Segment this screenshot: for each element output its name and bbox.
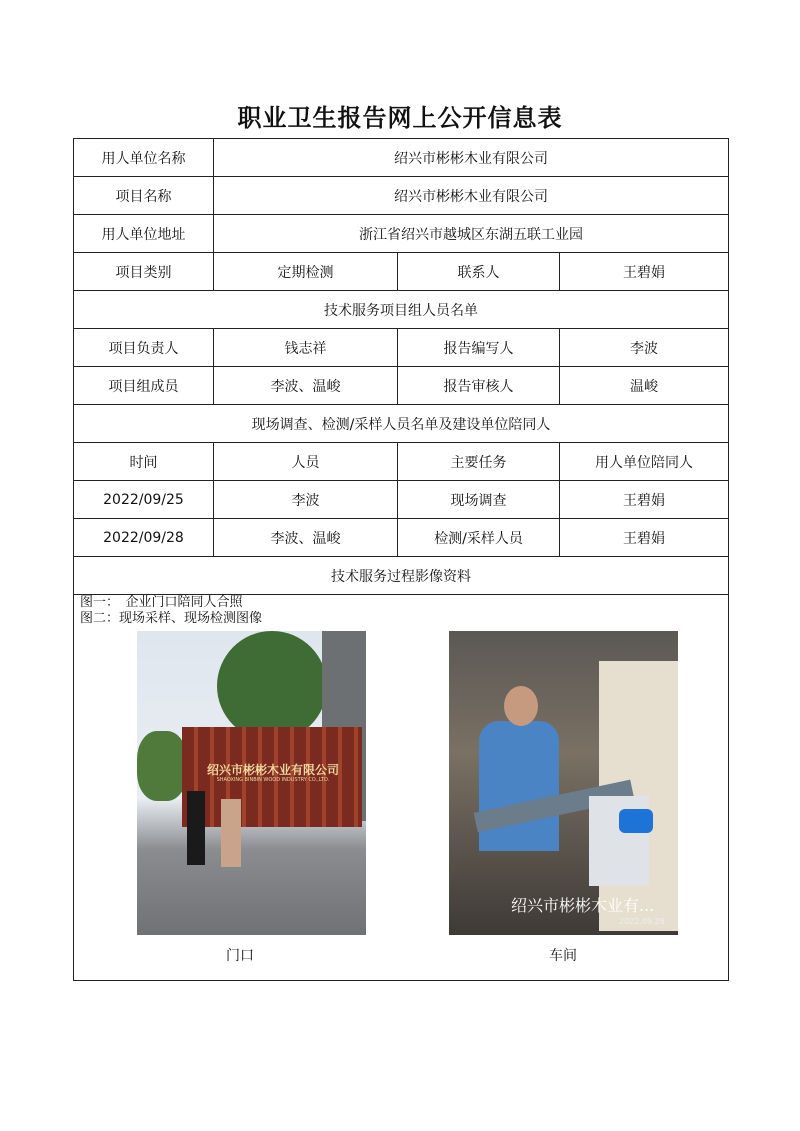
photo-label: 车间 — [549, 948, 577, 964]
value: 浙江省绍兴市越城区东湖五联工业园 — [214, 215, 729, 253]
cell: 现场调查 — [398, 481, 560, 519]
table-row — [74, 481, 729, 519]
table-header-row — [74, 443, 729, 481]
sign-text: 绍兴市彬彬木业有限公司 — [206, 763, 339, 777]
value: 李波 — [560, 329, 729, 367]
cell: 王碧娟 — [560, 481, 729, 519]
value: 李波、温峻 — [214, 367, 398, 405]
cell: 王碧娟 — [560, 519, 729, 557]
value: 钱志祥 — [214, 329, 398, 367]
media-cell — [74, 595, 729, 981]
photo-label: 门口 — [226, 948, 254, 964]
workshop-photo — [449, 631, 678, 935]
col-header: 主要任务 — [398, 443, 560, 481]
label: 项目类别 — [74, 253, 214, 291]
cell: 2022/09/28 — [74, 519, 214, 557]
label: 报告编写人 — [398, 329, 560, 367]
label: 报告审核人 — [398, 367, 560, 405]
col-header: 人员 — [214, 443, 398, 481]
value: 温峻 — [560, 367, 729, 405]
col-header: 时间 — [74, 443, 214, 481]
label: 项目负责人 — [74, 329, 214, 367]
watermark-text: 绍兴市彬彬木业有... — [511, 896, 655, 915]
caption: 图二：现场采样、现场检测图像 — [80, 611, 263, 626]
label: 项目组成员 — [74, 367, 214, 405]
value: 定期检测 — [214, 253, 398, 291]
page-title: 职业卫生报告网上公开信息表 — [237, 104, 563, 132]
cell: 李波 — [214, 481, 398, 519]
sign-text-en: SHAOXING BINBIN WOOD INDUSTRY CO.,LTD. — [216, 777, 330, 783]
section-header: 技术服务过程影像资料 — [74, 557, 729, 595]
label: 用人单位名称 — [74, 139, 214, 177]
cell: 李波、温峻 — [214, 519, 398, 557]
col-header: 用人单位陪同人 — [560, 443, 729, 481]
cell: 检测/采样人员 — [398, 519, 560, 557]
value: 绍兴市彬彬木业有限公司 — [214, 177, 729, 215]
gate-photo — [137, 631, 366, 935]
watermark-date: 2022.09.28 — [619, 917, 665, 926]
label: 联系人 — [398, 253, 560, 291]
section-header: 现场调查、检测/采样人员名单及建设单位陪同人 — [74, 405, 729, 443]
section-header: 技术服务项目组人员名单 — [74, 291, 729, 329]
info-table — [73, 138, 729, 981]
table-row — [74, 519, 729, 557]
cell: 2022/09/25 — [74, 481, 214, 519]
label: 项目名称 — [74, 177, 214, 215]
caption: 图一： 企业门口陪同人合照 — [80, 595, 243, 610]
label: 用人单位地址 — [74, 215, 214, 253]
value: 王碧娟 — [560, 253, 729, 291]
value: 绍兴市彬彬木业有限公司 — [214, 139, 729, 177]
